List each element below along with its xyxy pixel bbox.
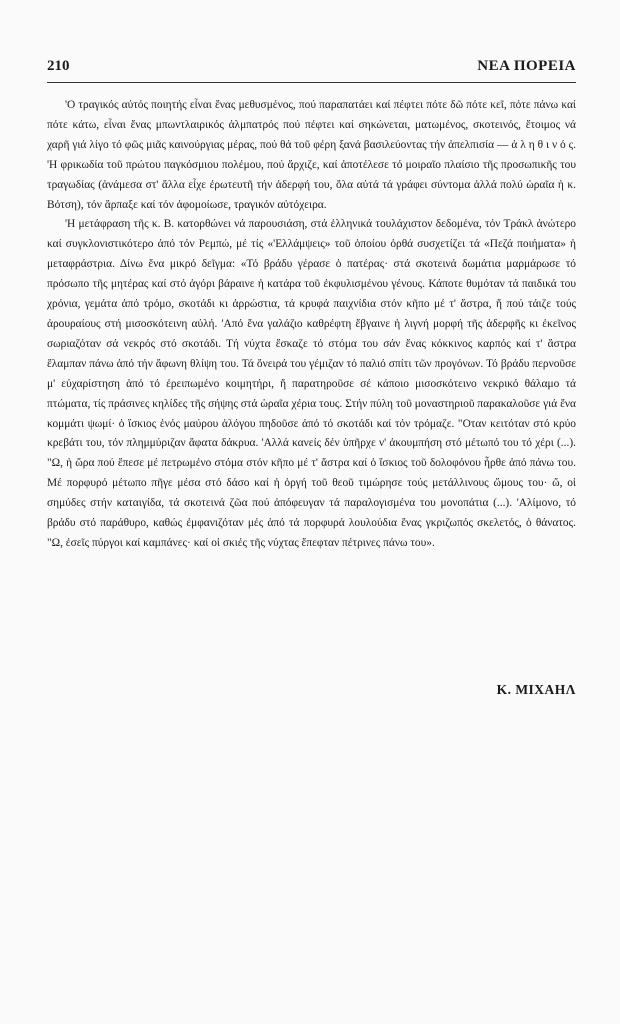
page-number: 210 [47,58,70,74]
journal-title: ΝΕΑ ΠΟΡΕΙΑ [477,58,576,74]
page-header [47,58,576,80]
article-body [47,96,576,554]
paragraph: 'Η μετάφραση τῆς κ. Β. κατορθώνει νά παρουσιάση, στά ἑλληνικά τουλάχιστον δεδομένα, τόν Τράκλ ἀνώτερο καί συγκλονιστικότερο ἀπό τόν Ρεμπώ, μέ τίς «'Ελλάμψεις» τοῦ ὁποίου ὀρθά συσχετίζει τά «Πεζά ποιήματα» ἡ μεταφράστρια. Δίνω ἕνα μικρό δεῖγμα: «Τό βράδυ γέρασε ὁ πατέρας· στά σκοτεινά δωμάτια μαρμάρωσε τό πρόσωπο τῆς μητέρας καί στό ἀγόρι βάραινε ἡ κατάρα τοῦ ἐκφυλισμένου γένους. Κάποτε θυμόταν τά παιδικά του χρόνια, γεμάτα ἀπό τρόμο, σκοτάδι κι ἀρρώστια, τά κρυφά παιχνίδια στόν κῆπο μέ τ' ἄστρα, ἤ πού τάιζε τούς ἀρουραίους στή μισοσκότεινη αὐλή. 'Από ἕνα γαλάζιο καθρέφτη ἔβγαινε ἡ λιγνή μορφή τῆς ἀδερφῆς κι ἐκεῖνος σωριαζόταν σά νεκρός στό σκοτάδι. Τή νύχτα ἔσκαζε τό στόμα του σάν ἕνας κόκκινος καρπός καί τ' ἄστρα ἔλαμπαν πάνω ἀπό τήν ἄφωνη θλίψη του. Τά ὄνειρά του γέμιζαν τό παλιό σπίτι τῶν προγόνων. Τό βράδυ περνοῦσε μ' εὐχαρίστηση ἀπό τό ἐρειπωμένο κοιμητήρι, ἤ παρατηροῦσε σέ κάποιο μισοσκότεινο νεκρικό θάλαμο τά πτώματα, τίς πράσινες κηλίδες τῆς σήψης στά ὡραῖα χέρια τους. Στήν πύλη τοῦ μοναστηριοῦ παρακαλοῦσε γιά ἕνα κομμάτι ψωμί· ὁ ἴσκιος ἑνός μαύρου ἀλόγου πηδοῦσε ἀπό τό σκοτάδι καί τόν τρόμαζε. "Οταν κειτόταν στό κρύο κρεβάτι του, τόν πλημμύριζαν ἄφατα δάκρυα. 'Αλλά κανείς δέν ὑπῆρχε ν' ἀκουμπήση στό μέτωπό του τό χέρι (...). "Ω, ἡ ὥρα πού ἔπεσε μέ πετρωμένο στόμα στόν κῆπο μέ τ' ἄστρα καί ὁ ἴσκιος τοῦ δολοφόνου ἦρθε ἀπό πάνω του. Μέ πορφυρό μέτωπο πῆγε μέσα στό δάσο καί ἡ ὀργή τοῦ θεοῦ τιμώρησε τούς μετάλλινους ὤμους του· ὤ, οἱ σημύδες στήν καταιγίδα, τά σκοτεινά ζῶα πού ἀπόφευγαν τά παραλογισμένα του μονοπάτια (...). 'Αλίμονο, τό βράδυ στό παράθυρο, καθώς ἐμφανιζόταν μές ἀπό τά πορφυρά λουλούδια ἕνας γκριζωπός σκελετός, ὁ θάνατος. "Ω, ἐσεῖς πύργοι καί καμπάνες· καί οἱ σκιές τῆς νύχτας ἔπεφταν πέτρινες πάνω του». [47,218,576,549]
author-signature: Κ. ΜΙΧΑΗΛ [496,682,576,697]
header-divider [47,82,576,83]
paragraph: 'Ο τραγικός αὐτός ποιητής εἶναι ἕνας μεθυσμένος, πού παραπατάει καί πέφτει πότε δῶ πότε κεῖ, πότε πάνω καί πότε κάτω, εἶναι ἕνας μπωντλαιρικός ἀλμπατρός πού πέφτει καί σηκώνεται, ματωμένος, σκοτεινός, ἕτοιμος νά χαρῆ γιά λίγο τό φῶς μιᾶς καινούργιας μέρας, πού θά τοῦ φέρη ξανά βασιλεύοντας τήν ἀπελπισία — ἀ λ η θ ι ν ό ς. 'Η φρικωδία τοῦ πρώτου παγκόσμιου πολέμου, πού ἄρχιζε, καί ἀποτέλεσε τό μοιραῖο πλαίσιο τῆς προσωπικῆς του τραγωδίας (ἀνάμεσα στ' ἄλλα εἶχε ἐρωτευτῆ τήν ἀδερφή του, ὅλα αὐτά τά γράφει σύντομα ἀλλά πολύ ὡραῖα ἡ κ. Βότση), τόν ἄρπαξε καί τόν ἀφομοίωσε, τραγικόν αὐτόχειρα. [47,99,576,211]
